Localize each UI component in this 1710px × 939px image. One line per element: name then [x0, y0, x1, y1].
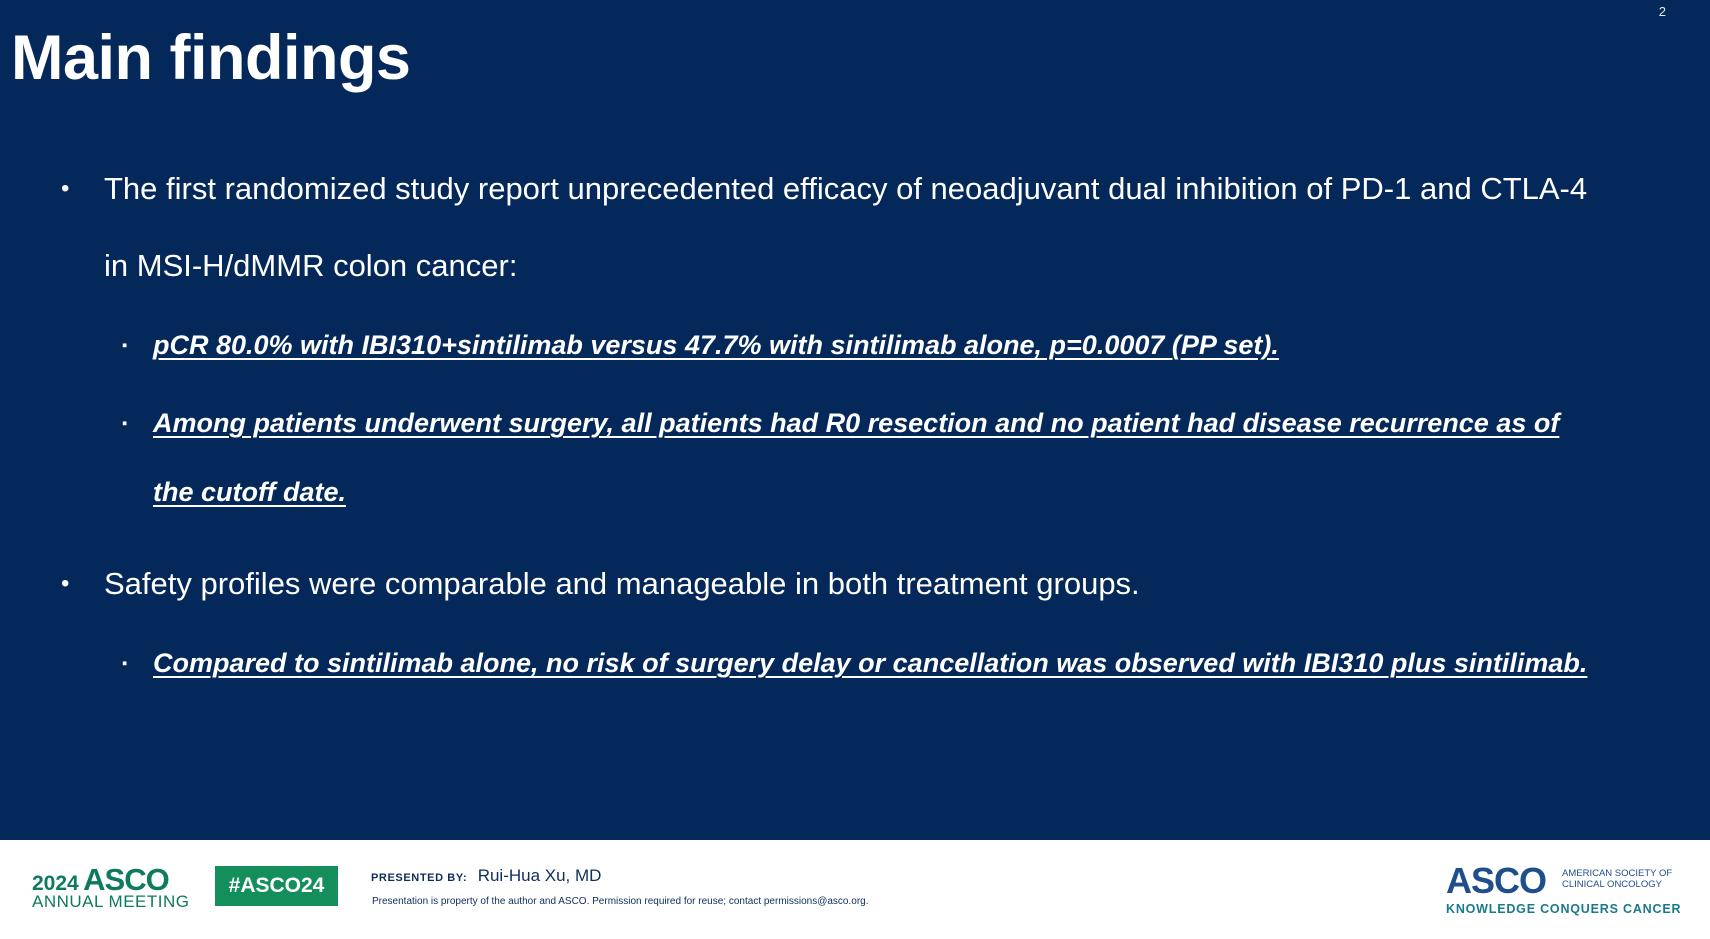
bullet-safety-text: Safety profiles were comparable and manageable in both treatment groups.	[104, 566, 1140, 601]
slide-title: Main findings	[11, 23, 411, 93]
bullet-efficacy-line2: in MSI-H/dMMR colon cancer:	[104, 248, 518, 283]
bullet-dot: •	[61, 570, 70, 597]
bullet-efficacy	[61, 150, 1588, 304]
slide-number: 2	[1658, 4, 1666, 19]
subbullet-delay-text: Compared to sintilimab alone, no risk of surgery delay or cancellation was observed with IBI310 plus sintilimab.	[153, 648, 1588, 678]
meeting-sub: ANNUAL MEETING	[32, 892, 190, 911]
subbullet-pcr	[122, 311, 1279, 380]
subbullet-pcr-text: pCR 80.0% with IBI310+sintilimab versus 47.7% with sintilimab alone, p=0.0007 (PP set).	[153, 330, 1279, 360]
subbullet-surgery-line1: Among patients underwent surgery, all patients had R0 resection and no patient had disease recurrence as of	[153, 408, 1560, 438]
society-name	[1562, 868, 1672, 890]
presented-by	[371, 866, 601, 886]
presenter-name: Rui-Hua Xu, MD	[477, 866, 602, 885]
meeting-brand: ASCO	[83, 862, 169, 897]
subbullet-delay	[122, 629, 1588, 698]
asco-logo-text: ASCO	[1446, 860, 1547, 901]
subbullet-surgery-line2: the cutoff date.	[153, 477, 347, 507]
presented-by-label: PRESENTED BY:	[371, 872, 468, 884]
subbullet-square: ▪	[122, 655, 128, 672]
subbullet-square: ▪	[122, 337, 128, 354]
society-line1: AMERICAN SOCIETY OF	[1562, 868, 1673, 879]
hashtag-badge: #ASCO24	[215, 866, 338, 906]
subbullet-square: ▪	[122, 415, 128, 432]
bullet-safety	[61, 545, 1140, 622]
meeting-year: 2024	[32, 872, 79, 895]
society-line2: CLINICAL ONCOLOGY	[1562, 879, 1662, 890]
subbullet-surgery	[122, 389, 1560, 527]
tagline: KNOWLEDGE CONQUERS CANCER	[1446, 902, 1682, 916]
asco-logo	[1446, 860, 1686, 916]
footer	[0, 840, 1710, 939]
asco-annual-meeting-logo	[32, 862, 192, 912]
disclaimer: Presentation is property of the author and ASCO. Permission required for reuse; contact permissions@asco.org.	[372, 896, 869, 907]
bullet-dot: •	[61, 175, 70, 202]
bullet-efficacy-line1: The first randomized study report unprecedented efficacy of neoadjuvant dual inhibition of PD-1 and CTLA-4	[104, 171, 1588, 206]
